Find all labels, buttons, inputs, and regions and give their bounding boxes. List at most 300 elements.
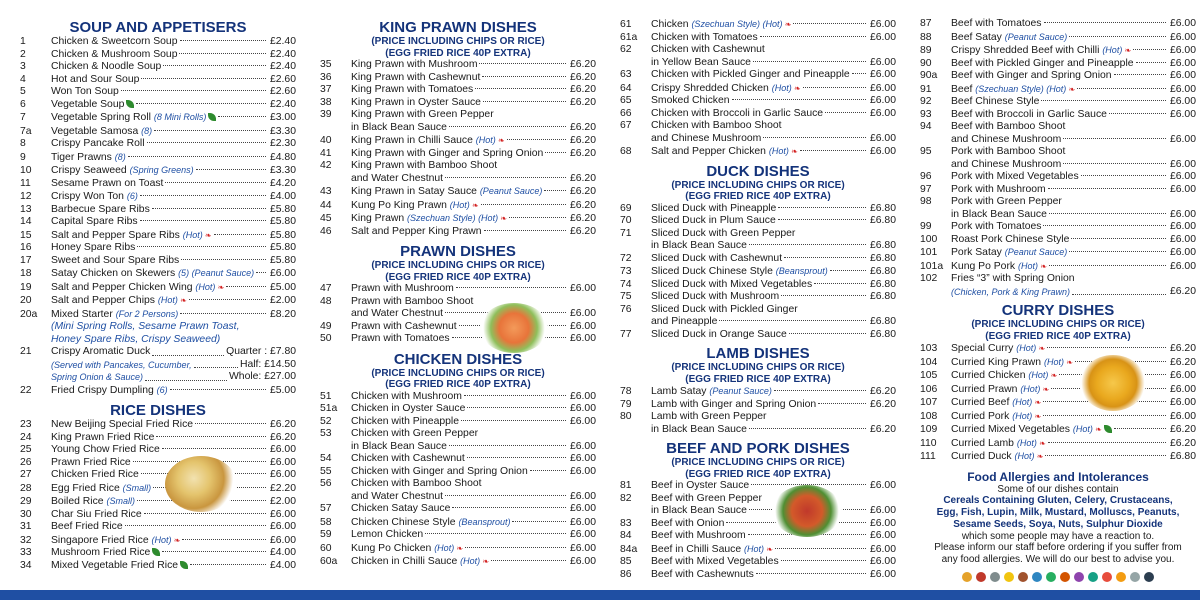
leader-dots <box>753 61 866 62</box>
allergen-icon <box>976 572 986 582</box>
item-price: £6.00 <box>269 521 296 532</box>
item-name-text: Sliced Duck in Plum Sauce <box>651 215 776 226</box>
item-name-cont: in Yellow Bean Sauce <box>651 56 751 68</box>
item-note: (8 Mini Rolls) <box>153 112 207 122</box>
item-price: £6.20 <box>869 423 896 435</box>
item-number: 73 <box>620 266 632 277</box>
menu-item <box>920 234 1196 247</box>
chicken-title: CHICKEN DISHES <box>393 350 523 368</box>
menu-item <box>20 509 296 522</box>
menu-item <box>920 260 1196 274</box>
item-name-text: Curried Mixed Vegetables <box>951 424 1070 435</box>
item-name <box>651 399 816 412</box>
item-name <box>651 82 801 96</box>
item-name <box>51 74 139 87</box>
item-name-cont: and Water Chestnut <box>351 308 444 319</box>
item-number: 72 <box>620 252 632 264</box>
item-price: £6.00 <box>869 82 896 94</box>
item-number: 50 <box>320 333 332 344</box>
item-name-text: Curried Chicken <box>951 370 1026 381</box>
menu-item <box>20 61 296 74</box>
item-name-text: Hot and Sour Soup <box>51 73 140 85</box>
item-number: 82 <box>620 492 632 504</box>
leader-dots <box>1041 100 1166 101</box>
item-name <box>951 58 1134 71</box>
leader-dots <box>763 137 866 138</box>
item-name-text: Pork with Tomatoes <box>951 221 1042 232</box>
item-price: £6.00 <box>869 56 896 68</box>
item-number: 7a <box>20 125 32 137</box>
item-note: (Hot) <box>1012 397 1033 407</box>
menu-item <box>620 253 896 266</box>
leader-dots <box>530 470 566 471</box>
item-number: 23 <box>20 419 32 430</box>
leader-dots <box>789 333 866 334</box>
item-price: £6.00 <box>1169 96 1196 107</box>
item-note: (Hot) <box>1016 437 1037 448</box>
leader-dots <box>1043 415 1166 416</box>
leader-dots <box>445 177 566 178</box>
item-price: £6.80 <box>869 316 896 327</box>
menu-item <box>620 518 896 531</box>
menu-item <box>20 457 296 470</box>
item-note: (Small) <box>122 482 152 493</box>
menu-item <box>320 516 596 530</box>
item-note: (Peanut Sauce) <box>479 186 543 196</box>
menu-item: 21 Crispy Aromatic Duck Quarter : £7.80 <box>20 346 296 359</box>
item-price: £6.00 <box>1169 397 1196 408</box>
menu-item <box>920 356 1196 370</box>
menu-item <box>920 342 1196 356</box>
leader-dots <box>467 407 566 408</box>
item-name <box>951 246 1067 260</box>
item-name <box>351 478 482 491</box>
item-number: 49 <box>320 320 332 332</box>
item-price: £3.30 <box>269 165 296 176</box>
menu-item-cont <box>320 308 596 321</box>
item-name-text: Mushroom Fried Rice <box>51 547 151 558</box>
item-price: £6.20 <box>569 199 596 211</box>
leader-dots <box>1063 163 1166 164</box>
item-number: 31 <box>20 521 32 532</box>
menu-item <box>320 97 596 110</box>
item-number: 97 <box>920 183 932 195</box>
leader-dots <box>1069 251 1166 252</box>
item-name <box>51 308 178 322</box>
menu-item <box>320 72 596 85</box>
allergen-icon <box>1144 572 1154 582</box>
item-name <box>351 333 450 346</box>
chilli-icon: ❧ <box>782 20 792 29</box>
leader-dots <box>467 457 566 458</box>
allergen-icon <box>1074 572 1084 582</box>
item-name <box>651 279 812 292</box>
item-price: £6.00 <box>1169 260 1196 272</box>
menu-item <box>920 44 1196 58</box>
menu-item <box>320 333 596 346</box>
menu-item <box>20 138 296 151</box>
leader-dots <box>1063 138 1166 139</box>
item-name <box>51 384 168 398</box>
menu-item <box>20 151 296 165</box>
item-price: £6.00 <box>569 556 596 567</box>
item-name-text: Beef in Chilli Sauce <box>651 543 742 555</box>
item-number: 104 <box>920 356 938 368</box>
item-name <box>351 226 482 239</box>
item-name <box>951 171 1079 184</box>
item-number: 78 <box>620 386 632 397</box>
leader-dots <box>165 182 266 183</box>
menu-item <box>620 399 896 412</box>
leader-dots <box>140 195 266 196</box>
item-name <box>951 396 1041 410</box>
item-name-text: Beef with Ginger and Spring Onion <box>951 70 1112 81</box>
item-number: 89 <box>920 45 932 56</box>
item-price: £6.00 <box>1169 370 1196 381</box>
item-number: 29 <box>20 496 32 507</box>
item-name-text: Curried Prawn <box>951 383 1018 395</box>
menu-item <box>620 215 896 228</box>
item-number: 2 <box>20 48 26 60</box>
item-name <box>651 493 762 506</box>
item-name-cont: in Black Bean Sauce <box>651 505 747 516</box>
item-number: 109 <box>920 424 938 435</box>
menu-item <box>320 391 596 404</box>
menu-item <box>920 58 1196 71</box>
item-name-text: Pork Satay <box>951 247 1002 258</box>
allergy-line: any food allergies. We will do our best to advise you. <box>941 554 1175 566</box>
leader-dots <box>125 525 266 526</box>
item-price: £6.00 <box>869 480 896 491</box>
item-number: 100 <box>920 233 938 245</box>
item-note: (Hot) <box>1043 356 1064 367</box>
menu-item <box>320 296 596 309</box>
item-name <box>951 450 1043 464</box>
item-price: £2.00 <box>269 295 296 306</box>
leader-dots <box>461 420 566 421</box>
item-name-text: Lamb Satay <box>651 386 707 397</box>
leader-dots <box>195 423 266 424</box>
item-name <box>651 569 754 582</box>
prawn-title: PRAWN DISHES <box>400 243 516 260</box>
leader-dots <box>784 257 866 258</box>
menu-item <box>20 444 296 457</box>
leader-dots <box>800 150 866 151</box>
item-name <box>951 184 1046 197</box>
item-note: (Hot) <box>182 229 203 240</box>
item-price: £6.00 <box>269 456 296 468</box>
allergy-line: which some people may have a reaction to. <box>961 530 1155 542</box>
item-name-text: Vegetable Spring Roll <box>51 112 151 123</box>
starter-note: (Mini Spring Rolls, Sesame Prawn Toast, <box>51 321 240 332</box>
leader-dots <box>778 207 866 208</box>
menu-item <box>320 555 596 569</box>
item-price: £6.00 <box>269 444 296 455</box>
menu-item <box>620 265 896 279</box>
allergen-icon <box>1130 572 1140 582</box>
leader-dots <box>1114 428 1166 429</box>
item-name <box>351 416 459 429</box>
item-number: 77 <box>620 328 632 340</box>
item-name-cont: and Pineapple <box>651 316 718 327</box>
item-number: 15 <box>20 229 32 241</box>
item-number: 66 <box>620 107 632 119</box>
column-3 <box>620 18 896 581</box>
item-name-text: Crispy Shredded Chicken <box>651 82 769 94</box>
menu-item <box>620 480 896 493</box>
item-name-text: Chicken with Cashewnut <box>351 453 465 464</box>
menu-item: 102 Fries “3” with Spring Onion <box>920 273 1075 284</box>
item-name <box>51 190 138 204</box>
item-price: £6.20 <box>569 213 596 224</box>
leader-dots <box>147 142 266 143</box>
chilli-icon: ❧ <box>177 296 187 305</box>
menu-item <box>620 530 896 543</box>
item-note: (Hot) <box>1014 451 1035 461</box>
menu-item <box>920 146 1196 159</box>
menu-item-cont <box>320 122 596 135</box>
item-number: 24 <box>20 431 32 443</box>
leader-dots <box>484 230 566 231</box>
beef-list <box>620 480 896 581</box>
menu-item <box>920 383 1196 397</box>
item-price: £6.00 <box>569 403 596 414</box>
menu-item <box>320 321 596 334</box>
item-note: (Peanut Sauce) <box>1004 247 1068 257</box>
item-note: (Hot) <box>1072 424 1093 434</box>
menu-item <box>20 482 296 496</box>
item-name <box>351 403 465 416</box>
item-number: 37 <box>320 84 332 95</box>
leader-dots <box>154 130 266 131</box>
item-price: £5.80 <box>269 254 296 266</box>
item-price: £5.00 <box>269 281 296 293</box>
item-price: £6.80 <box>869 240 896 251</box>
item-name <box>651 543 773 557</box>
item-price: £6.00 <box>869 517 896 529</box>
item-number: 75 <box>620 291 632 302</box>
item-name <box>351 391 462 404</box>
leader-dots <box>137 246 266 247</box>
menu-item <box>20 190 296 204</box>
item-number: 86 <box>620 568 632 580</box>
item-name-text: Prawn with Mushroom <box>351 283 454 294</box>
chilli-icon: ❧ <box>171 535 181 545</box>
leader-dots <box>162 551 266 552</box>
item-price: £6.00 <box>269 534 296 546</box>
leader-dots <box>190 564 266 565</box>
item-name <box>951 410 1041 424</box>
chilli-icon: ❧ <box>1038 261 1047 271</box>
item-name <box>51 521 123 534</box>
item-number: 95 <box>920 146 932 157</box>
item-number: 14 <box>20 216 32 227</box>
leader-dots <box>162 448 266 449</box>
menu-item <box>20 99 296 112</box>
item-name-text: Curried Lamb <box>951 437 1014 449</box>
menu-item <box>20 432 296 445</box>
item-price: £6.00 <box>1169 57 1196 69</box>
leader-dots <box>196 169 266 170</box>
item-name <box>951 96 1039 109</box>
item-name-text: Chicken & Noodle Soup <box>51 61 162 72</box>
item-number: 62 <box>620 44 632 55</box>
leader-dots <box>803 87 866 88</box>
item-note: (Hot) <box>1012 410 1033 421</box>
leader-dots <box>774 390 866 391</box>
item-price: £6.00 <box>1169 221 1196 232</box>
menu-item <box>620 203 896 216</box>
item-name-text: New Beijing Special Fried Rice <box>51 419 194 430</box>
item-name <box>951 83 1075 97</box>
item-note: (Szechuan Style) (Hot) <box>975 83 1067 94</box>
item-name-cont: in Black Bean Sauce <box>351 121 447 133</box>
item-price: £6.00 <box>569 308 596 319</box>
item-price: £6.80 <box>869 252 896 264</box>
leader-dots <box>760 36 866 37</box>
item-name-text: Salt and Pepper Chips <box>51 295 155 306</box>
item-name-text: Curried King Prawn <box>951 356 1042 368</box>
item-price: £4.20 <box>269 177 296 189</box>
item-price: £6.20 <box>569 135 596 146</box>
item-name <box>351 185 542 199</box>
item-note: (Hot) <box>1028 370 1049 380</box>
item-name-text: Salt and Pepper Chicken Wing <box>51 281 193 293</box>
item-name <box>51 534 180 548</box>
item-price: £6.20 <box>869 386 896 397</box>
allergen-icon <box>962 572 972 582</box>
item-price: £6.00 <box>569 453 596 464</box>
item-name <box>351 84 473 97</box>
item-name <box>951 383 1049 397</box>
menu-item <box>620 120 896 133</box>
item-price: £5.00 <box>269 384 296 396</box>
item-name-text: Beef with Green Pepper <box>651 492 762 504</box>
item-name-text: Chicken in Oyster Sauce <box>351 403 466 414</box>
item-note: (Szechuan Style) (Hot) <box>691 19 783 29</box>
item-price: £6.00 <box>869 132 896 144</box>
item-price: £6.00 <box>1169 171 1196 182</box>
leader-dots <box>1133 49 1166 50</box>
item-price: £6.20 <box>569 121 596 133</box>
item-price: £2.40 <box>269 61 296 72</box>
menu-item-cont <box>920 209 1196 222</box>
leader-dots <box>778 219 866 220</box>
item-price: £6.20 <box>569 172 596 184</box>
section-subtitle: (EGG FRIED RICE 40P EXTRA) <box>385 271 531 283</box>
menu-item <box>920 221 1196 234</box>
chilli-icon: ❧ <box>498 214 508 223</box>
item-price: £6.00 <box>1169 45 1196 56</box>
duck-list <box>620 203 896 342</box>
item-name <box>51 419 193 432</box>
item-name-cont: in Black Bean Sauce <box>951 208 1047 220</box>
item-name <box>951 221 1041 234</box>
leader-dots <box>140 220 266 221</box>
item-name-text: Prawn Fried Rice <box>51 456 131 468</box>
curry-dish-photo <box>1080 355 1146 411</box>
starter-note: Honey Spare Ribs, Crispy Seaweed) <box>51 333 221 345</box>
item-name-text: Prawn with Tomatoes <box>351 333 450 344</box>
item-price: £3.30 <box>269 125 296 137</box>
item-name-text: Chicken with Mushroom <box>351 390 462 402</box>
leader-dots <box>425 533 566 534</box>
item-price: £6.00 <box>869 19 896 30</box>
item-price: £6.00 <box>869 530 896 541</box>
item-number: 3 <box>20 61 26 72</box>
menu-item <box>20 255 296 268</box>
allergen-icon <box>1060 572 1070 582</box>
item-price: £6.00 <box>1169 18 1196 29</box>
item-name <box>51 125 152 139</box>
item-price: £6.00 <box>569 465 596 477</box>
item-price: £6.20 <box>269 431 296 443</box>
item-name <box>351 72 480 85</box>
menu-item-cont <box>620 316 896 329</box>
item-price: £6.00 <box>1169 208 1196 220</box>
menu-item <box>20 281 296 295</box>
item-note: (For 2 Persons) <box>115 308 179 319</box>
item-name-text: Beef with Broccoli in Garlic Sauce <box>951 108 1107 120</box>
item-price: £6.00 <box>569 440 596 452</box>
item-price: £6.00 <box>1169 158 1196 170</box>
item-price: £6.20 <box>1169 424 1196 435</box>
leader-dots <box>481 204 566 205</box>
section-subtitle: (PRICE INCLUDING CHIPS OR RICE) <box>671 362 845 373</box>
item-name-text: Chicken with Broccoli in Garlic Sauce <box>651 107 824 119</box>
leader-dots <box>182 539 266 540</box>
item-price: £6.00 <box>569 490 596 502</box>
leader-dots <box>509 217 566 218</box>
item-name-text: Beef with Bamboo Shoot <box>951 121 1066 132</box>
item-name-text: Chicken with Pineapple <box>351 415 460 427</box>
section-subtitle: (PRICE INCLUDING CHIPS OR RICE) <box>371 36 545 47</box>
item-note: (Hot) <box>744 543 764 554</box>
prawn-dish-photo <box>480 303 548 353</box>
item-name-text: Curried Pork <box>951 410 1010 422</box>
item-name-text: Sliced Duck with Pineapple <box>651 202 777 214</box>
allergen-icon <box>1004 572 1014 582</box>
item-number: 111 <box>920 451 936 462</box>
item-number: 60 <box>320 542 332 554</box>
leader-dots <box>128 156 266 157</box>
item-price: £6.20 <box>1169 356 1196 368</box>
leader-dots <box>121 90 266 91</box>
menu-item <box>320 453 596 466</box>
leader-dots <box>449 126 566 127</box>
leader-dots <box>141 78 266 79</box>
item-name-text: Singapore Fried Rice <box>51 534 149 546</box>
menu-item <box>620 228 896 241</box>
item-name-text: Salt and Pepper King Prawn <box>351 225 482 237</box>
leader-dots <box>464 395 566 396</box>
menu-item <box>20 495 296 509</box>
item-number: 51a <box>320 403 338 414</box>
item-name-text: Pork with Mixed Vegetables <box>951 171 1079 182</box>
item-name <box>51 151 126 165</box>
item-name <box>951 18 1042 31</box>
item-name <box>951 121 1065 134</box>
allergen-icon <box>1046 572 1056 582</box>
item-number: 8 <box>20 138 26 149</box>
item-name <box>651 530 746 543</box>
item-name <box>651 556 779 569</box>
leader-dots <box>482 76 566 77</box>
item-note: (Hot) <box>1020 383 1041 394</box>
allergen-icon <box>990 572 1000 582</box>
menu-item <box>620 145 896 159</box>
item-note: (Hot) <box>449 199 470 210</box>
